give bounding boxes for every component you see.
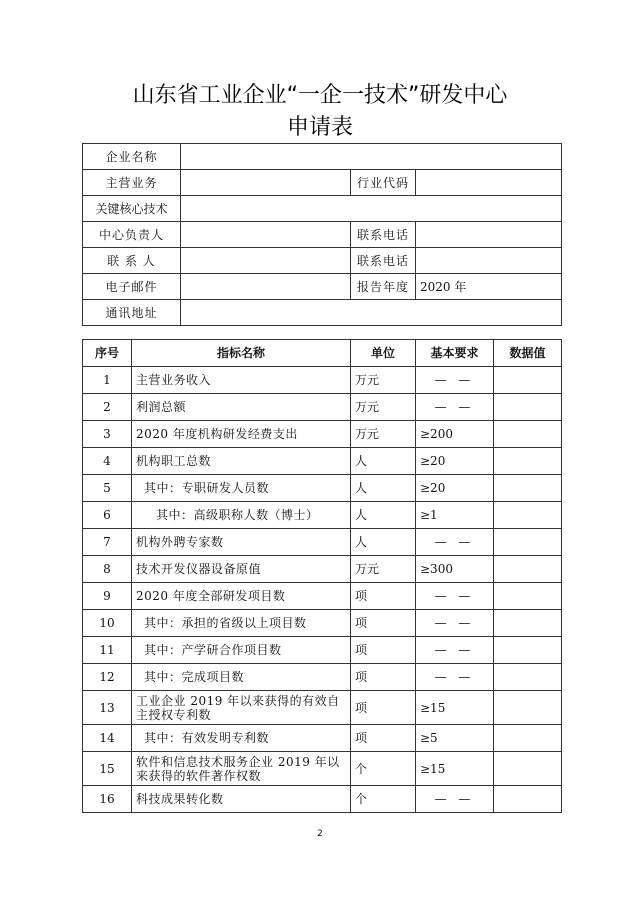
report-year-value[interactable]: 2020 年 bbox=[416, 274, 562, 300]
basic-info-form bbox=[82, 143, 562, 326]
row-value-field[interactable] bbox=[494, 394, 562, 421]
table-row bbox=[83, 394, 562, 421]
row-unit: 个 bbox=[351, 752, 416, 786]
row-req: ≥300 bbox=[416, 556, 494, 583]
row-req: — — bbox=[416, 610, 494, 637]
table-row bbox=[83, 637, 562, 664]
row-unit: 万元 bbox=[351, 394, 416, 421]
key-tech-field[interactable] bbox=[181, 196, 562, 222]
row-value-field[interactable] bbox=[494, 752, 562, 786]
row-req: ≥15 bbox=[416, 752, 494, 786]
row-req: ≥1 bbox=[416, 502, 494, 529]
table-row bbox=[83, 583, 562, 610]
header-value: 数据值 bbox=[494, 340, 562, 367]
header-req: 基本要求 bbox=[416, 340, 494, 367]
row-req: ≥20 bbox=[416, 475, 494, 502]
center-head-label: 中心负责人 bbox=[83, 222, 181, 248]
row-value-field[interactable] bbox=[494, 664, 562, 691]
row-unit: 人 bbox=[351, 475, 416, 502]
address-label: 通讯地址 bbox=[83, 300, 181, 326]
row-no: 11 bbox=[83, 637, 132, 664]
row-req: — — bbox=[416, 583, 494, 610]
key-tech-label: 关键核心技术 bbox=[83, 196, 181, 222]
report-year-label: 报告年度 bbox=[351, 274, 416, 300]
row-unit: 万元 bbox=[351, 421, 416, 448]
table-row bbox=[83, 421, 562, 448]
row-no: 1 bbox=[83, 367, 132, 394]
row-no: 2 bbox=[83, 394, 132, 421]
row-name: 工业企业 2019 年以来获得的有效自主授权专利数 bbox=[132, 691, 351, 725]
document-subtitle: 申请表 bbox=[286, 115, 353, 140]
row-no: 12 bbox=[83, 664, 132, 691]
industry-code-label: 行业代码 bbox=[351, 170, 416, 196]
header-no: 序号 bbox=[83, 340, 132, 367]
form-row-key-tech bbox=[83, 196, 562, 222]
table-row bbox=[83, 556, 562, 583]
center-head-field[interactable] bbox=[181, 222, 351, 248]
company-name-label: 企业名称 bbox=[83, 144, 181, 170]
phone-field-2[interactable] bbox=[416, 248, 562, 274]
row-no: 8 bbox=[83, 556, 132, 583]
table-header-row bbox=[83, 340, 562, 367]
address-field[interactable] bbox=[181, 300, 562, 326]
table-row bbox=[83, 752, 562, 786]
row-unit: 人 bbox=[351, 502, 416, 529]
row-unit: 人 bbox=[351, 529, 416, 556]
form-row-address bbox=[83, 300, 562, 326]
row-req: — — bbox=[416, 786, 494, 813]
main-business-label: 主营业务 bbox=[83, 170, 181, 196]
row-unit: 项 bbox=[351, 691, 416, 725]
email-field[interactable] bbox=[181, 274, 351, 300]
row-name: 主营业务收入 bbox=[132, 367, 351, 394]
email-label: 电子邮件 bbox=[83, 274, 181, 300]
row-value-field[interactable] bbox=[494, 786, 562, 813]
company-name-field[interactable] bbox=[181, 144, 562, 170]
main-business-field[interactable] bbox=[181, 170, 351, 196]
row-value-field[interactable] bbox=[494, 421, 562, 448]
row-unit: 项 bbox=[351, 610, 416, 637]
row-req: ≥5 bbox=[416, 725, 494, 752]
row-value-field[interactable] bbox=[494, 610, 562, 637]
table-row bbox=[83, 610, 562, 637]
row-req: — — bbox=[416, 664, 494, 691]
row-value-field[interactable] bbox=[494, 367, 562, 394]
document-title: 山东省工业企业“一企一技术”研发中心 bbox=[132, 83, 508, 108]
row-no: 10 bbox=[83, 610, 132, 637]
header-name: 指标名称 bbox=[132, 340, 351, 367]
row-value-field[interactable] bbox=[494, 583, 562, 610]
table-row bbox=[83, 725, 562, 752]
row-name: 其中：完成项目数 bbox=[132, 664, 351, 691]
row-no: 14 bbox=[83, 725, 132, 752]
contact-field[interactable] bbox=[181, 248, 351, 274]
row-name: 科技成果转化数 bbox=[132, 786, 351, 813]
page-number: 2 bbox=[317, 829, 323, 839]
row-req: ≥20 bbox=[416, 448, 494, 475]
phone-label-1: 联系电话 bbox=[351, 222, 416, 248]
row-no: 16 bbox=[83, 786, 132, 813]
industry-code-field[interactable] bbox=[416, 170, 562, 196]
table-row bbox=[83, 691, 562, 725]
row-value-field[interactable] bbox=[494, 448, 562, 475]
row-name: 机构外聘专家数 bbox=[132, 529, 351, 556]
row-value-field[interactable] bbox=[494, 725, 562, 752]
table-row bbox=[83, 786, 562, 813]
row-unit: 项 bbox=[351, 583, 416, 610]
table-row bbox=[83, 529, 562, 556]
row-name: 2020 年度机构研发经费支出 bbox=[132, 421, 351, 448]
form-row-contact bbox=[83, 248, 562, 274]
row-name: 技术开发仪器设备原值 bbox=[132, 556, 351, 583]
row-no: 9 bbox=[83, 583, 132, 610]
row-value-field[interactable] bbox=[494, 529, 562, 556]
row-name: 其中：有效发明专利数 bbox=[132, 725, 351, 752]
row-value-field[interactable] bbox=[494, 637, 562, 664]
row-req: — — bbox=[416, 367, 494, 394]
row-no: 13 bbox=[83, 691, 132, 725]
row-no: 4 bbox=[83, 448, 132, 475]
form-row-business bbox=[83, 170, 562, 196]
row-unit: 万元 bbox=[351, 367, 416, 394]
phone-field-1[interactable] bbox=[416, 222, 562, 248]
row-value-field[interactable] bbox=[494, 475, 562, 502]
table-row bbox=[83, 502, 562, 529]
row-unit: 人 bbox=[351, 448, 416, 475]
row-unit: 个 bbox=[351, 786, 416, 813]
form-row-company bbox=[83, 144, 562, 170]
row-no: 3 bbox=[83, 421, 132, 448]
row-name: 其中：高级职称人数（博士） bbox=[132, 502, 351, 529]
row-unit: 项 bbox=[351, 725, 416, 752]
row-unit: 项 bbox=[351, 637, 416, 664]
row-name: 利润总额 bbox=[132, 394, 351, 421]
table-row bbox=[83, 448, 562, 475]
row-no: 5 bbox=[83, 475, 132, 502]
row-name: 其中：专职研发人员数 bbox=[132, 475, 351, 502]
row-no: 15 bbox=[83, 752, 132, 786]
phone-label-2: 联系电话 bbox=[351, 248, 416, 274]
table-row bbox=[83, 367, 562, 394]
row-no: 7 bbox=[83, 529, 132, 556]
row-req: — — bbox=[416, 529, 494, 556]
table-row bbox=[83, 475, 562, 502]
row-req: — — bbox=[416, 394, 494, 421]
row-no: 6 bbox=[83, 502, 132, 529]
row-value-field[interactable] bbox=[494, 502, 562, 529]
row-name: 其中：产学研合作项目数 bbox=[132, 637, 351, 664]
form-row-email bbox=[83, 274, 562, 300]
contact-label: 联 系 人 bbox=[83, 248, 181, 274]
row-name: 2020 年度全部研发项目数 bbox=[132, 583, 351, 610]
row-req: ≥200 bbox=[416, 421, 494, 448]
row-value-field[interactable] bbox=[494, 691, 562, 725]
row-unit: 万元 bbox=[351, 556, 416, 583]
table-row bbox=[83, 664, 562, 691]
header-unit: 单位 bbox=[351, 340, 416, 367]
row-name: 其中：承担的省级以上项目数 bbox=[132, 610, 351, 637]
row-name: 软件和信息技术服务企业 2019 年以来获得的软件著作权数 bbox=[132, 752, 351, 786]
row-unit: 项 bbox=[351, 664, 416, 691]
row-value-field[interactable] bbox=[494, 556, 562, 583]
form-row-center-head bbox=[83, 222, 562, 248]
row-req: — — bbox=[416, 637, 494, 664]
indicator-table bbox=[82, 339, 562, 813]
row-name: 机构职工总数 bbox=[132, 448, 351, 475]
row-req: ≥15 bbox=[416, 691, 494, 725]
